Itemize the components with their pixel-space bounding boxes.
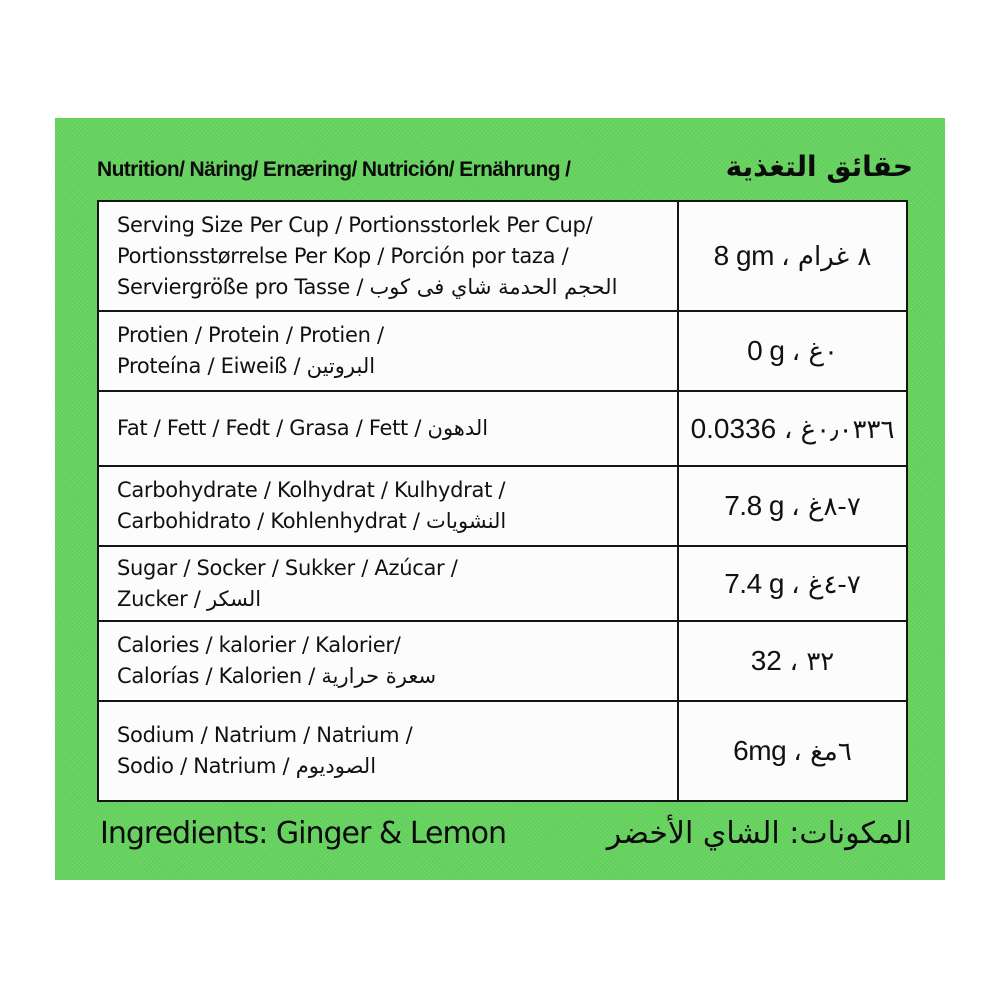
nutrient-value xyxy=(678,546,907,621)
table-row-serving-size xyxy=(98,201,907,311)
ingredients-latin: Ingredients: Ginger & Lemon xyxy=(100,816,507,851)
table-row-sugar xyxy=(98,546,907,621)
nutrient-label xyxy=(98,701,678,801)
nutrient-value xyxy=(678,701,907,801)
ingredients-arabic: المكونات: الشاي الأخضر xyxy=(606,816,912,851)
label-line: Serviergröße pro Tasse / الحجم الحدمة شاي فى كوب xyxy=(117,274,618,299)
label-line: Sodium / Natrium / Natrium / xyxy=(117,723,413,747)
value-latin: 7.8 g xyxy=(724,490,784,521)
value-arabic: ، ٧-٤غ xyxy=(791,569,861,600)
title-latin: Nutrition/ Näring/ Ernæring/ Nutrición/ Ernährung / xyxy=(97,158,571,181)
value-latin: 7.4 g xyxy=(724,567,784,599)
nutrient-value xyxy=(678,311,907,391)
value-arabic: ، ٠غ xyxy=(791,337,838,367)
value-latin: 0.0336 xyxy=(690,412,777,444)
label-line: Calorías / Kalorien / سعرة حرارية xyxy=(117,664,437,688)
value-latin: 6mg xyxy=(733,735,787,766)
label-line: Calories / kalorier / Kalorier/ xyxy=(117,633,401,657)
nutrient-label xyxy=(98,466,678,546)
nutrient-label xyxy=(98,311,678,391)
value-arabic: ، ٧-٨غ xyxy=(791,492,861,522)
label-line: Proteína / Eiweiß / البروتين xyxy=(117,354,376,378)
value-arabic: ، ٨ غرام xyxy=(781,242,872,272)
value-arabic: ، ٦مغ xyxy=(793,737,852,767)
value-latin: 32 xyxy=(750,645,782,676)
value-latin: 8 gm xyxy=(713,240,774,271)
label-line: Serving Size Per Cup / Portionsstorlek Per Cup/ xyxy=(117,212,593,237)
label-line: Portionsstørrelse Per Kop / Porción por taza / xyxy=(117,243,569,268)
label-line: Sodio / Natrium / الصوديوم xyxy=(117,754,377,778)
nutrient-label xyxy=(98,621,678,701)
nutrition-table xyxy=(97,200,908,802)
ingredients-line xyxy=(100,816,912,851)
label-line: Zucker / السكر xyxy=(117,586,262,611)
nutrient-value xyxy=(678,621,907,701)
label-line: Carbohydrate / Kolhydrat / Kulhydrat / xyxy=(117,478,506,502)
value-arabic: ، ٣٢ xyxy=(789,647,835,677)
title-arabic: حقائق التغذية xyxy=(725,150,913,183)
value-arabic: ، ٠٫٠٣٣٦غ xyxy=(783,414,895,445)
nutrient-label xyxy=(98,546,678,621)
label-line: Protien / Protein / Protien / xyxy=(117,323,384,347)
nutrient-label xyxy=(98,391,678,466)
nutrition-title xyxy=(97,150,913,183)
table-row-fat xyxy=(98,391,907,466)
label-line: Sugar / Socker / Sukker / Azúcar / xyxy=(117,555,458,580)
nutrient-label xyxy=(98,201,678,311)
table-row-calories xyxy=(98,621,907,701)
table-row-sodium xyxy=(98,701,907,801)
nutrient-value xyxy=(678,201,907,311)
table-row-protein xyxy=(98,311,907,391)
nutrient-value xyxy=(678,466,907,546)
value-latin: 0 g xyxy=(747,335,785,366)
table-row-carbohydrate xyxy=(98,466,907,546)
label-line: Carbohidrato / Kohlenhydrat / النشويات xyxy=(117,509,507,533)
nutrient-value xyxy=(678,391,907,466)
label-line: Fat / Fett / Fedt / Grasa / Fett / الدهون xyxy=(117,416,489,440)
